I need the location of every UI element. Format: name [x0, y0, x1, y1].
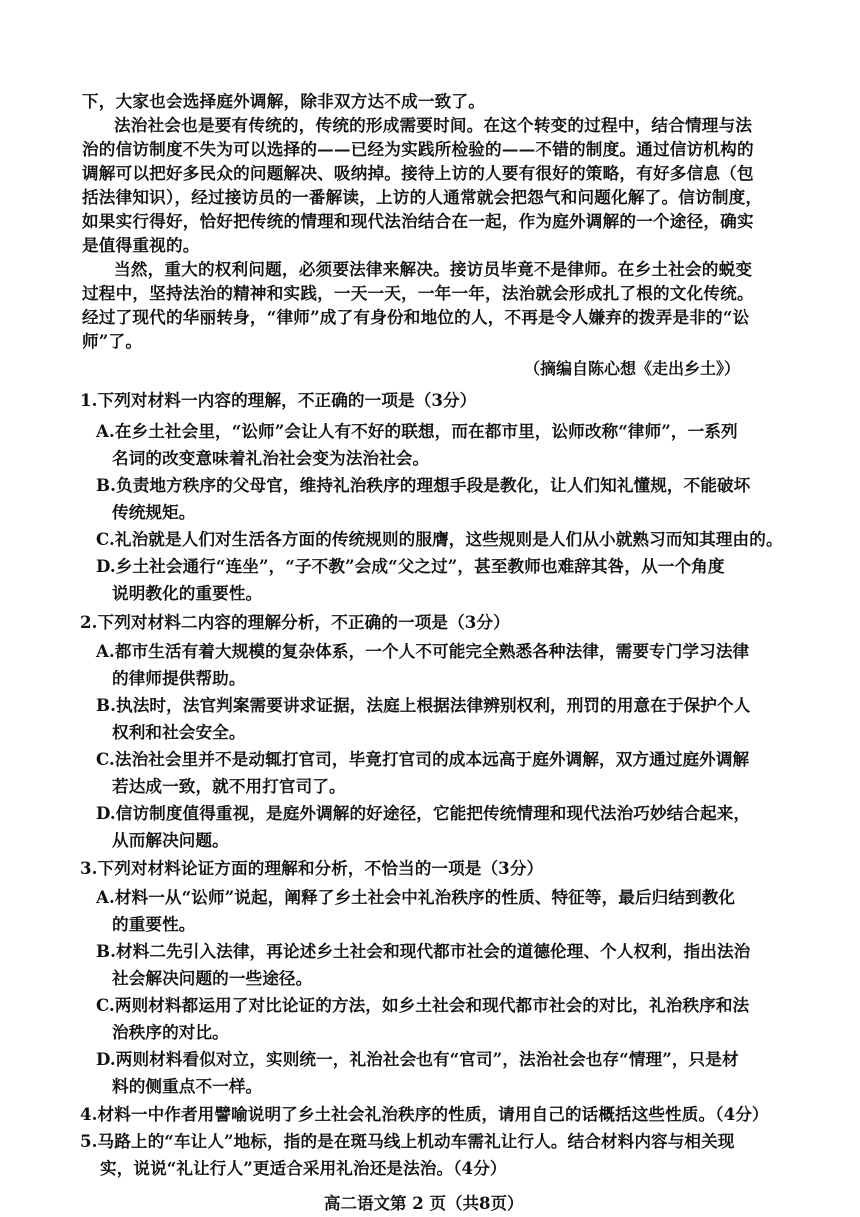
question-2-option-d-cont: 从而解决问题。	[112, 830, 229, 850]
question-3-option-c: C.两则材料都运用了对比论证的方法，如乡土社会和现代都市社会的对比，礼治秩序和法	[96, 995, 750, 1015]
question-2-option-a: A.都市生活有着大规模的复杂体系，一个人不可能完全熟悉各种法律，需要专门学习法律	[96, 641, 750, 661]
question-3-option-a: A.材料一从“讼师”说起，阐释了乡土社会中礼治秩序的性质、特征等，最后归结到教化	[96, 887, 736, 907]
question-2-option-d: D.信访制度值得重视，是庭外调解的好途径，它能把传统情理和现代法治巧妙结合起来，	[96, 803, 751, 823]
passage-line: 当然，重大的权利问题，必须要法律来解决。接访员毕竟不是律师。在乡土社会的蜕变	[114, 259, 753, 279]
question-2-stem: 2.下列对材料二内容的理解分析，不正确的一项是（3分）	[80, 612, 510, 632]
question-2-option-b-cont: 权利和社会安全。	[112, 722, 246, 742]
question-2-option-a-cont: 的律师提供帮助。	[112, 668, 246, 688]
passage-line: 治的信访制度不失为可以选择的——已经为实践所检验的——不错的制度。通过信访机构的	[82, 139, 754, 159]
question-3-option-d-cont: 料的侧重点不一样。	[112, 1076, 263, 1096]
passage-line: 括法律知识），经过接访员的一番解读，上访的人通常就会把怨气和问题化解了。信访制度，	[82, 187, 763, 207]
question-3-stem: 3.下列对材料论证方面的理解和分析，不恰当的一项是（3分）	[80, 858, 544, 878]
passage-line: 法治社会也是要有传统的，传统的形成需要时间。在这个转变的过程中，结合情理与法	[114, 115, 753, 135]
passage-line: 过程中，坚持法治的精神和实践，一天一天，一年一年，法治就会形成扎了根的文化传统。	[82, 283, 754, 303]
question-4-stem: 4.材料一中作者用譬喻说明了乡土社会礼治秩序的性质，请用自己的话概括这些性质。（4分）	[80, 1104, 769, 1124]
question-1-option-c: C.礼治就是人们对生活各方面的传统规则的服膺，这些规则是人们从小就熟习而知其理由的。	[96, 529, 783, 549]
question-1-option-d: D.乡土社会通行“连坐”，“子不教”会成“父之过”，甚至教师也难辞其咎，从一个角度	[96, 556, 725, 576]
passage-line: 下，大家也会选择庭外调解，除非双方达不成一致了。	[82, 91, 486, 111]
question-3-option-b: B.材料二先引入法律，再论述乡土社会和现代都市社会的道德伦理、个人权利，指出法治	[96, 941, 751, 961]
passage-line: 是值得重视的。	[82, 235, 200, 255]
question-1-option-d-cont: 说明教化的重要性。	[112, 583, 263, 603]
question-3-option-d: D.两则材料看似对立，实则统一，礼治社会也有“官司”，法治社会也存“情理”，只是材	[96, 1049, 739, 1069]
question-5-stem: 5.马路上的“车让人”地标，指的是在斑马线上机动车需礼让行人。结合材料内容与相关现	[80, 1131, 735, 1151]
question-1-stem: 1.下列对材料一内容的理解，不正确的一项是（3分）	[80, 390, 477, 410]
question-1-option-a: A.在乡土社会里，“讼师”会让人有不好的联想，而在都市里，讼师改称“律师”，一系列	[96, 421, 738, 441]
question-1-option-b-cont: 传统规矩。	[112, 502, 196, 522]
page-footer: 高二语文第 2 页（共8页）	[324, 1194, 524, 1213]
passage-line: 如果实行得好，恰好把传统的情理和现代法治结合在一起，作为庭外调解的一个途径，确实	[82, 211, 754, 231]
passage-line: 经过了现代的华丽转身，“律师”成了有身份和地位的人，不再是令人嫌弃的拨弄是非的“讼	[82, 307, 750, 327]
question-1-option-a-cont: 名词的改变意味着礼治社会变为法治社会。	[112, 448, 430, 468]
passage-source: （摘编自陈心想《走出乡土》）	[524, 359, 741, 378]
question-1-option-b: B.负责地方秩序的父母官，维持礼治秩序的理想手段是教化，让人们知礼懂规，不能破坏	[96, 475, 751, 495]
question-2-option-c-cont: 若达成一致，就不用打官司了。	[112, 776, 346, 796]
passage-line: 师”了。	[82, 331, 143, 351]
passage-line: 调解可以把好多民众的问题解决、吸纳掉。接待上访的人要有很好的策略，有好多信息（包	[82, 163, 754, 183]
question-5-stem-cont: 实，说说“礼让行人”更适合采用礼治还是法治。（4分）	[100, 1158, 507, 1178]
question-3-option-c-cont: 治秩序的对比。	[112, 1022, 229, 1042]
question-3-option-b-cont: 社会解决问题的一些途径。	[112, 968, 313, 988]
question-2-option-b: B.执法时，法官判案需要讲求证据，法庭上根据法律辨别权利，刑罚的用意在于保护个人	[96, 695, 751, 715]
question-2-option-c: C.法治社会里并不是动辄打官司，毕竟打官司的成本远高于庭外调解，双方通过庭外调解	[96, 749, 750, 769]
question-3-option-a-cont: 的重要性。	[112, 914, 196, 934]
